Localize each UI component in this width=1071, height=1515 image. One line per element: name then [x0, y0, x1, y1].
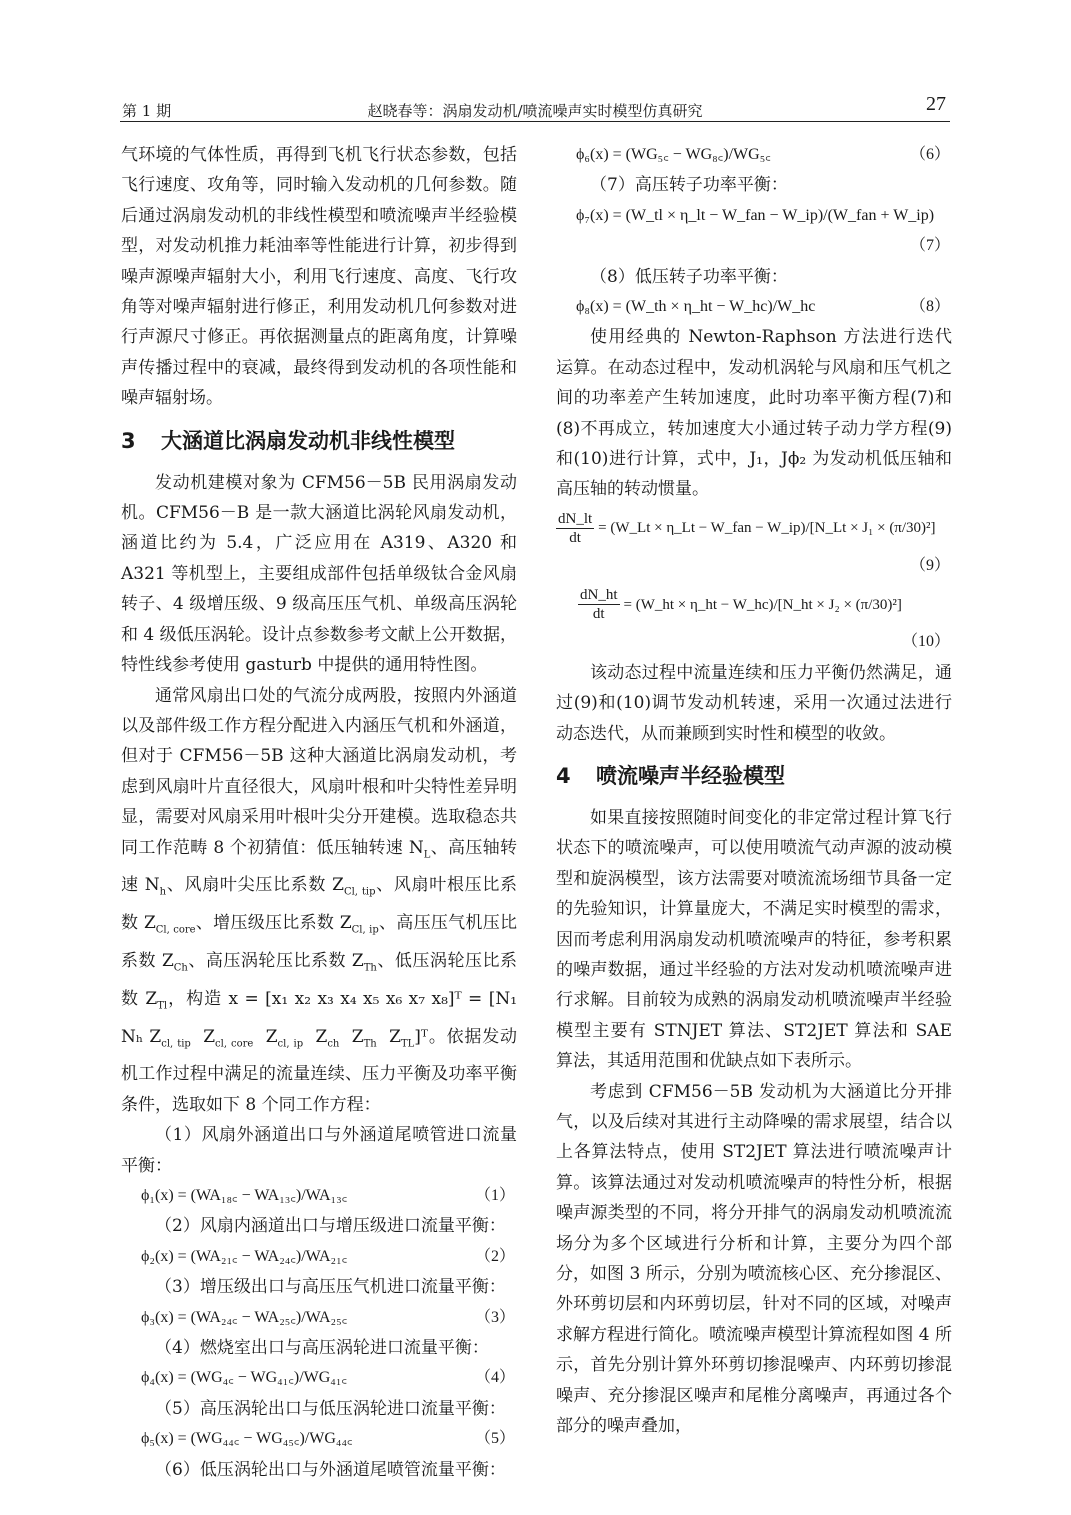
- equation-3: ϕ₃(x) = (WA₂₄꜀ − WA₂₅꜀)/WA₂₅꜀ （3）: [121, 1303, 517, 1333]
- paragraph-dynamic-process: 该动态过程中流量连续和压力平衡仍然满足，通过(9)和(10)调节发动机转速，采用一次通过法进行动态迭代，从而兼顾到实时性和模型的收敛。: [556, 662, 952, 744]
- paragraph-st2jet: 考虑到 CFM56－5B 发动机为大涵道比分开排气，以及后续对其进行主动降噪的需求展望，结合以上各算法特点，使用 ST2JET 算法进行喷流噪声计算。该算法通过对发动机喷流噪声的特性分析，根据噪声源类型的不同，将分开排气的涡扇发动机喷流流场分为多个区域进行分析和计算，主要分为四个部分，如图 3 所示，分别为喷流核心区、充分掺混区、外环剪切层和内环剪切层，针对不同的区域，对噪声求解方程进行简化。喷流噪声模型计算流程如图 4 所示，首先分别计算外环剪切掺混噪声、内环剪切掺混噪声、充分掺混区噪声和尾椎分离噪声，再通过各个部分的噪声叠加，: [556, 1081, 952, 1437]
- intro-paragraph: 气环境的气体性质，再得到飞机飞行状态参数，包括飞行速度、攻角等，同时输入发动机的几何参数。随后通过涡扇发动机的非线性模型和喷流噪声半经验模型，对发动机推力耗油率等性能进行计算，初步得到噪声源噪声辐射大小，利用飞行速度、高度、飞行攻角等对噪声辐射进行修正，利用发动机几何参数对进行声源尺寸修正。再依据测量点的距离角度，计算噪声传播过程中的衰减，最终得到发动机的各项性能和噪声辐射场。: [121, 145, 517, 409]
- paragraph-engine-object: 发动机建模对象为 CFM56－5B 民用涡扇发动机。CFM56－B 是一款大涵道比涡轮风扇发动机，涵道比约为 5.4，广泛应用在 A319、A320 和 A321 等机型上，主要组成部件包括单级钛合金风扇转子、4 级增压级、9 级高压压气机、单级高压涡轮和 4 级低压涡轮。设计点参数参考文献上公开数据，特性线参考使用 gasturb 中提供的通用特性图。: [121, 472, 517, 676]
- left-column: [121, 140, 517, 1485]
- equation-9: $\frac{dN\_lt}{dt}$ = (W_Lt × η_Lt − W_fan − W_ip)/[N_Lt × J₁ × (π/30)²]: [558, 510, 936, 546]
- equation-6-number: （6）: [909, 146, 950, 163]
- equation-4-number: （4）: [474, 1369, 515, 1387]
- equation-8-number: （8）: [909, 298, 950, 316]
- section-3-heading: [121, 426, 517, 456]
- eq8-label: （8）低压转子功率平衡：: [590, 266, 788, 287]
- equation-2: ϕ₂(x) = (WA₂₁꜀ − WA₂₄꜀)/WA₂₁꜀ （2）: [121, 1242, 517, 1272]
- page-number: 27: [926, 93, 946, 115]
- eq2-label: （2）风扇内涵道出口与增压级进口流量平衡：: [155, 1216, 506, 1237]
- equation-10-number: （10）: [901, 633, 950, 651]
- equation-10-denominator: dt: [592, 606, 605, 623]
- equation-9-number: （9）: [909, 556, 950, 574]
- state-vector: x = [x₁ x₂: [228, 988, 312, 1009]
- equation-6: ϕ₆(x) = (WG₅꜀ − WG₈꜀)/WG₅꜀ （6）: [556, 140, 952, 170]
- equation-2-number: （2）: [474, 1247, 515, 1265]
- eq3-label: （3）增压级出口与高压压气机进口流量平衡：: [155, 1277, 506, 1298]
- section-4-title: 喷流噪声半经验模型: [596, 763, 785, 788]
- equation-1: ϕ₁(x) = (WA₁₈꜀ − WA₁₃꜀)/WA₁₃꜀ （1）: [121, 1181, 517, 1211]
- equation-7-number: （7）: [909, 237, 950, 255]
- section-4-heading: [556, 761, 952, 791]
- equation-10: $\frac{dN\_ht}{dt}$ = (W_ht × η_ht − W_hc)/[N_ht × J₂ × (π/30)²]: [580, 587, 902, 623]
- equation-7: ϕ₇(x) = (W_tl × η_lt − W_fan − W_ip)/(W_fan + W_ip): [576, 206, 935, 224]
- equation-10-numerator: dN_ht: [580, 587, 618, 604]
- eq6-label: （6）低压涡轮出口与外涵道尾喷管流量平衡：: [155, 1459, 506, 1480]
- paragraph-jet-noise-methods: 如果直接按照随时间变化的非定常过程计算飞行状态下的喷流噪声，可以使用喷流气动声源的波动模型和旋涡模型，该方法需要对喷流流场细节具备一定的先验知识，计算量庞大，不满足实时模型的需求，因而考虑利用涡扇发动机喷流噪声的特征，参考积累的噪声数据，通过半经验的方法对发动机喷流噪声进行求解。目前较为成熟的涡扇发动机喷流噪声半经验模型主要有 STNJET 算法、ST2JET 算法和 SAE 算法，其适用范围和优缺点如下表所示。: [556, 807, 952, 1072]
- eq1-label: （1）风扇外涵道出口与外涵道尾喷管进口流量平衡：: [121, 1125, 517, 1176]
- equation-4: ϕ₄(x) = (WG₄꜀ − WG₄₁꜀)/WG₄₁꜀ （4）: [121, 1363, 517, 1393]
- eq4-label: （4）燃烧室出口与高压涡轮进口流量平衡：: [155, 1337, 489, 1358]
- running-title: 赵晓春等：涡扇发动机/喷流噪声实时模型仿真研究: [367, 102, 703, 120]
- equation-9-numerator: dN_lt: [558, 510, 593, 527]
- eq7-label: （7）高压转子功率平衡：: [590, 175, 788, 196]
- right-column: [556, 140, 952, 1441]
- paragraph-newton-raphson: 使用经典的 Newton-Raphson 方法进行迭代运算。在动态过程中，发动机涡轮与风扇和压气机之间的功率差产生转加速度，此时功率平衡方程(7)和(8)不再成立，转加速度大小通过转子动力学方程(9)和(10)进行计算，式中，J₁，Jϕ₂ 为发动机低压轴和高压轴的转动惯量。: [556, 327, 952, 500]
- section-4-number: 4: [556, 763, 571, 788]
- page-header: [120, 93, 950, 122]
- equation-5: ϕ₅(x) = (WG₄₄꜀ − WG₄₅꜀)/WG₄₄꜀ （5）: [121, 1424, 517, 1454]
- equation-5-number: （5）: [474, 1430, 515, 1448]
- section-3-number: 3: [121, 428, 136, 453]
- equation-8: ϕ₈(x) = (W_th × η_ht − W_hc)/W_hc （8）: [556, 292, 952, 322]
- equation-3-number: （3）: [474, 1308, 515, 1326]
- equation-9-denominator: dt: [569, 529, 581, 546]
- issue-label: 第 1 期: [122, 102, 172, 120]
- paragraph-initial-guesses: 通常风扇出口处的气流分成两股，按照内外涵道以及部件级工作方程分配进入内涵压气机和外涵道，但对于 CFM56－5B 这种大涵道比涡扇发动机，考虑到风扇叶片直径很大，风扇叶根和叶尖特性差异明显，需要对风扇采用叶根叶尖分开建模。选取稳态共同工作范畴 8 个初猜值：低压轴转速 $N_L$、高压轴转速 $N_h$、风扇叶尖压比系数 $Z_{Cl, tip}$、风扇叶根压比系数 $Z_{Cl, core}$、增压级压比系数 $Z_{Cl, ip}$、高压压气机压比系数 $Z_{Ch}$、高压涡轮压比系数 $Z_{Th}$、低压涡轮压比系数 $Z_{Tl}$，构造 x = [x₁ x₂ x₃ x₄ x₅ x₆ x₇ x₈]ᵀ = [N₁ Nₕ $Z_{cl, tip}$ $Z_{cl, core}$ $Z_{cl, ip}$ $Z_{ch}$ $Z_{Th}$ $Z_{TL}]ᵀ$。依据发动机工作过程中满足的流量连续、压力平衡及功率平衡条件，选取如下 8 个同工作方程：: [121, 685, 518, 1115]
- equation-1-number: （1）: [474, 1186, 515, 1204]
- section-3-title: 大涵道比涡扇发动机非线性模型: [161, 428, 455, 453]
- eq5-label: （5）高压涡轮出口与低压涡轮进口流量平衡：: [155, 1398, 506, 1419]
